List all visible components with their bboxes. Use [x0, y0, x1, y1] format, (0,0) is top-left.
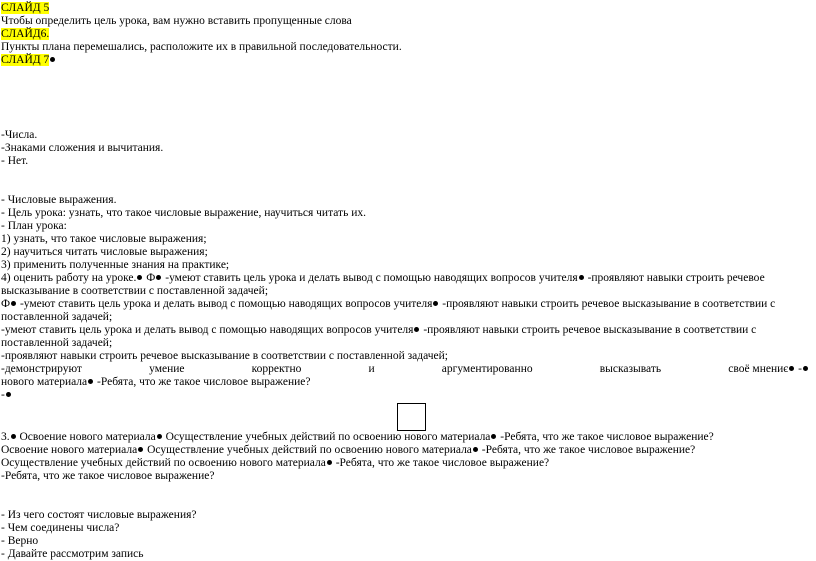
- activity-line: Осуществление учебных действий по освоению нового материала -Ребята, что же такое числовое выражение?: [1, 457, 550, 469]
- answer-line: -Знаками сложения и вычитания.: [1, 142, 164, 154]
- bullet-icon: [11, 301, 16, 306]
- bullet-icon: [11, 434, 16, 439]
- lesson-line: - Числовые выражения.: [1, 194, 117, 206]
- bullet-icon: [473, 447, 478, 452]
- answer-line: - Нет.: [1, 155, 29, 167]
- justified-row: -демонстрируют умение корректно и аргументированно высказывать своё мнениє -: [1, 363, 809, 376]
- mastery-line: Освоение нового материала Осуществление учебных действий по освоению нового материала -Ребята, что же такое числовое выражение?: [1, 444, 696, 456]
- bullet-icon: [138, 447, 143, 452]
- empty-box: [397, 403, 426, 431]
- bullet-icon: [327, 460, 332, 465]
- bullet-icon: [491, 434, 496, 439]
- slide-7-heading: [1, 54, 56, 67]
- dash-bullet-line: -: [1, 389, 12, 402]
- speech-line: -проявляют навыки строить речевое высказывание в соответствии с поставленной задачей;: [1, 350, 448, 362]
- lesson-line: 1) узнать, что такое числовые выражения;: [1, 233, 207, 245]
- slide-7-label: СЛАЙД 7: [1, 54, 50, 66]
- slide-6-heading: [1, 28, 49, 41]
- slide-5-heading: [1, 2, 49, 15]
- bullet-icon: [157, 434, 162, 439]
- final-line: - Чем соединены числа?: [1, 522, 120, 534]
- bullet-icon: [156, 275, 161, 280]
- slide-6-label: СЛАЙД6.: [1, 28, 50, 40]
- final-line: - Верно: [1, 535, 39, 547]
- bullet-icon: [137, 275, 142, 280]
- bullet-icon: [789, 366, 794, 371]
- skills-paragraph: Ф -умеют ставить цель урока и делать вывод с помощью наводящих вопросов учителя -проявляют навыки строить речевое высказывание в соответствии с поставленной задачей;: [1, 298, 776, 323]
- bullet-icon: [50, 57, 55, 62]
- slide-5-text: Чтобы определить цель урока, вам нужно вставить пропущенные слова: [1, 15, 352, 27]
- bullet-icon: [88, 379, 93, 384]
- final-line: - Из чего состоят числовые выражения?: [1, 509, 197, 521]
- lesson-line: 2) научиться читать числовые выражения;: [1, 246, 208, 258]
- lesson-line: - План урока:: [1, 220, 67, 232]
- step-3-line: 3. Освоение нового материала Осуществление учебных действий по освоению нового материала -Ребята, что же такое числовое выражение?: [1, 431, 714, 443]
- slide-6-text: Пункты плана перемешались, расположите их в правильной последовательности.: [1, 41, 402, 53]
- slide-5-label: СЛАЙД 5: [1, 2, 50, 14]
- question-line: -Ребята, что же такое числовое выражение?: [1, 470, 215, 482]
- bullet-icon: [414, 327, 419, 332]
- final-line: - Давайте рассмотрим запись: [1, 548, 144, 560]
- lesson-line: 3) применить полученные знания на практике;: [1, 259, 230, 271]
- bullet-icon: [433, 301, 438, 306]
- bullet-icon: [579, 275, 584, 280]
- answer-line: -Числа.: [1, 129, 38, 141]
- plan-step-4: 4) оценить работу на уроке. Ф -умеют ставить цель урока и делать вывод с помощью наводящих вопросов учителя -проявляют навыки строить речевое высказывание в соответствии с поставленной задачей;: [1, 272, 765, 297]
- lesson-line: - Цель урока: узнать, что такое числовые выражение, научиться читать их.: [1, 207, 366, 219]
- new-material-line: нового материала -Ребята, что же такое числовое выражение?: [1, 376, 311, 388]
- bullet-icon: [803, 366, 808, 371]
- goal-paragraph: -умеют ставить цель урока и делать вывод с помощью наводящих вопросов учителя -проявляют навыки строить речевое высказывание в соответствии с поставленной задачей;: [1, 324, 757, 349]
- bullet-icon: [6, 392, 11, 397]
